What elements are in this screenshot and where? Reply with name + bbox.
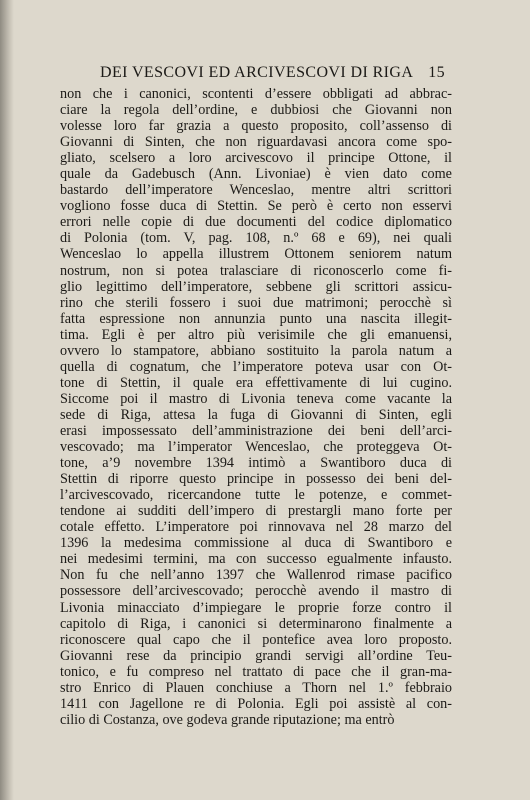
text-line: capitolo di Riga, i canonici si determinarono finalmente a [60, 615, 452, 632]
text-line: 1396 la medesima commissione al duca di Swantiboro e [60, 535, 452, 552]
text-line: nei medesimi termini, ma con successo egualmente infausto. [60, 551, 452, 568]
text-line: l’arcivescovado, ricercandone tutte le potenze, e commet- [60, 487, 452, 504]
text-line: tone, a’9 novembre 1394 intimò a Swantiboro duca di [60, 455, 452, 472]
text-line: ovvero lo stampatore, abbiano sostituito la parola natum a [60, 342, 452, 359]
text-line: volesse loro far grazia a questo proposito, coll’assenso di [60, 118, 452, 135]
running-header [100, 64, 445, 82]
text-line: tima. Egli è per altro più verisimile che gli emanuensi, [60, 326, 452, 343]
body-text [60, 86, 452, 728]
page-spine-shadow [0, 0, 14, 800]
text-line: stro Enrico di Plauen conchiuse a Thorn nel 1.º febbraio [60, 679, 452, 696]
text-line: gliato, scelsero a loro arcivescovo il principe Ottone, il [60, 150, 452, 167]
text-line: bastardo dell’imperatore Wenceslao, mentre altri scrittori [60, 182, 452, 199]
text-line: sede di Riga, attesa la fuga di Giovanni di Sinten, egli [60, 406, 452, 423]
text-line: rino che sterili fossero i suoi due matrimoni; perocchè sì [60, 294, 452, 311]
text-line: tonico, e fu compreso nel trattato di pace che il gran-ma- [60, 663, 452, 680]
text-line: Livonia minacciato d’impiegare le proprie forze contro il [60, 599, 452, 616]
text-line: quale da Gadebusch (Ann. Livoniae) è vien dato come [60, 166, 452, 183]
text-line: glio legittimo dell’imperatore, sebbene gli scrittori assicu- [60, 278, 452, 295]
text-line: Giovanni rese da principio grandi servigi all’ordine Teu- [60, 647, 452, 664]
text-line: cilio di Costanza, ove godeva grande riputazione; ma entrò [60, 711, 395, 728]
text-line: vogliono fosse duca di Stettin. Se però è certo non esservi [60, 198, 452, 215]
text-line: Non fu che nell’anno 1397 che Wallenrod rimase pacifico [60, 567, 452, 584]
running-title: DEI VESCOVI ED ARCIVESCOVI DI RIGA [100, 64, 414, 81]
text-line: tone di Stettin, il quale era effettivamente di lui cugino. [60, 374, 452, 391]
page-number: 15 [428, 64, 445, 81]
text-line: Giovanni di Sinten, che non riguardavasi ancora come spo- [60, 134, 452, 151]
text-line: quella di cognatum, che l’imperatore poteva usar con Ot- [60, 358, 452, 375]
text-line: errori nelle copie di due documenti del codice diplomatico [60, 214, 452, 231]
text-line: ciare la regola dell’ordine, e dubbiosi che Giovanni non [60, 102, 452, 119]
text-line: riconoscere qual capo che il pontefice avea loro proposto. [60, 631, 452, 648]
text-line: non che i canonici, scontenti d’essere obbligati ad abbrac- [60, 86, 452, 102]
text-line: cotale effetto. L’imperatore poi rinnovava nel 28 marzo del [60, 519, 452, 536]
text-line: erasi impossessato dell’amministrazione dei beni dell’arci- [60, 422, 452, 439]
text-line: di Polonia (tom. V, pag. 108, n.º 68 e 69), nei quali [60, 230, 452, 247]
text-line: vescovado; ma l’imperator Wenceslao, che proteggeva Ot- [60, 439, 452, 456]
text-line: Siccome poi il mastro di Livonia teneva come vacante la [60, 390, 452, 407]
text-line: possessore dell’arcivescovado; perocchè avendo il mastro di [60, 583, 452, 600]
text-line: fatta espressione non annunzia punto una nascita illegit- [60, 310, 452, 327]
text-line: nostrum, non si potea tralasciare di riconoscerlo come fi- [60, 262, 452, 279]
text-line: tendone ai sudditi dell’impero di prestargli mano forte per [60, 503, 452, 520]
text-line: Stettin di riporre questo principe in possesso dei beni del- [60, 471, 452, 488]
text-line: 1411 con Jagellone re di Polonia. Egli poi assistè al con- [60, 695, 452, 712]
text-line: Wenceslao lo appella illustrem Ottonem seniorem natum [60, 246, 452, 263]
